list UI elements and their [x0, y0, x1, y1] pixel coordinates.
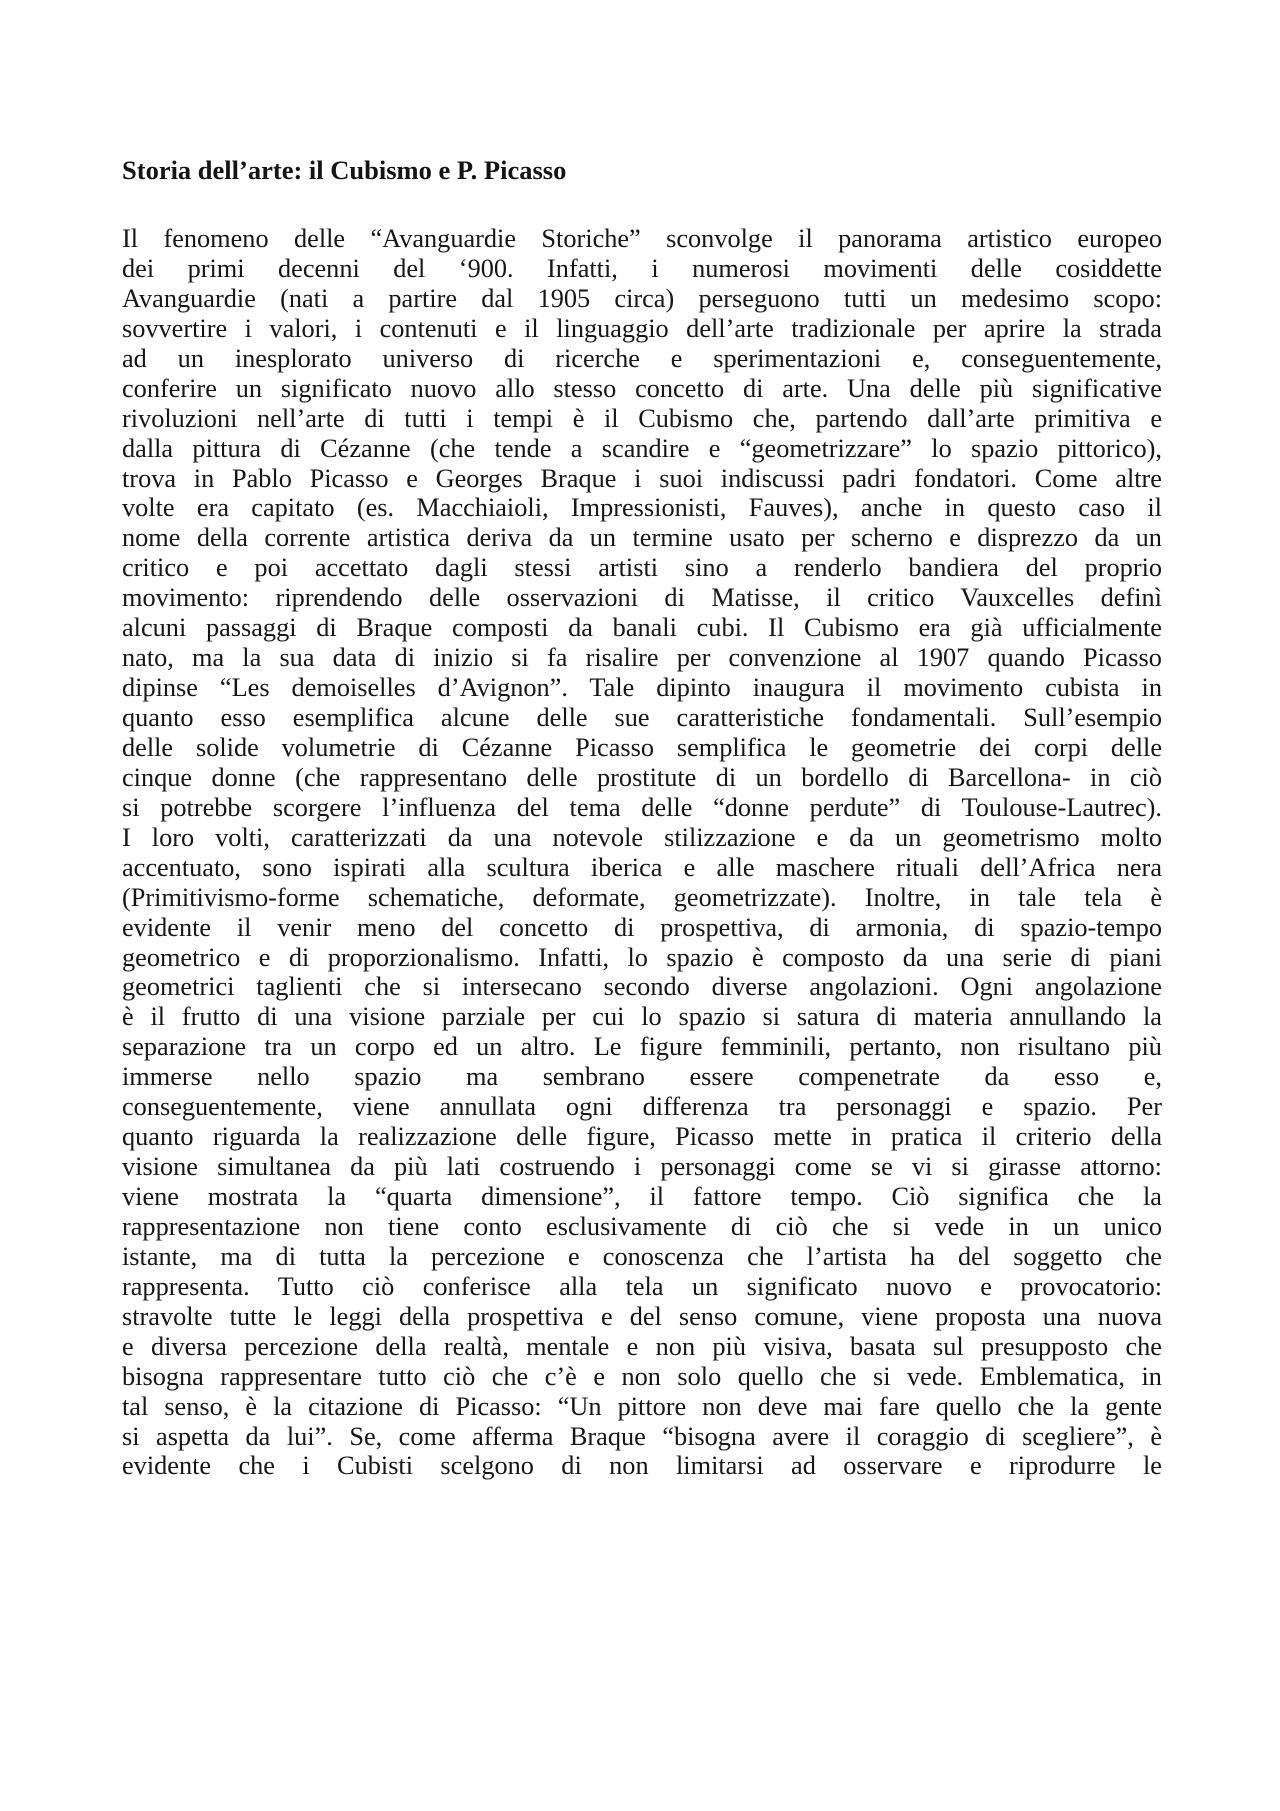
text-line: cinque donne (che rappresentano delle prostitute di un bordello di Barcellona- in ciò — [122, 762, 1162, 792]
text-line: dalla pittura di Cézanne (che tende a scandire e “geometrizzare” lo spazio pittorico), — [122, 433, 1162, 463]
text-line: conferire un significato nuovo allo stesso concetto di arte. Una delle più significative — [122, 373, 1162, 403]
text-line: nome della corrente artistica deriva da un termine usato per scherno e disprezzo da un — [122, 523, 1162, 553]
text-line: sovvertire i valori, i contenuti e il linguaggio dell’arte tradizionale per aprire la strada — [122, 313, 1162, 343]
text-line: viene mostrata la “quarta dimensione”, il fattore tempo. Ciò significa che la — [122, 1182, 1162, 1211]
text-line: conseguentemente, viene annullata ogni differenza tra personaggi e spazio. Per — [122, 1092, 1162, 1122]
text-line: quanto riguarda la realizzazione delle figure, Picasso mette in pratica il criterio della — [122, 1122, 1163, 1152]
text-line: bisogna rappresentare tutto ciò che c’è e non solo quello che si vede. Emblematica, in — [122, 1361, 1162, 1391]
text-line: rappresenta. Tutto ciò conferisce alla tela un significato nuovo e provocatorio: — [122, 1271, 1163, 1301]
text-line: rivoluzioni nell’arte di tutti i tempi è il Cubismo che, partendo dall’arte primitiva e — [122, 403, 1163, 433]
text-line: (Primitivismo-forme schematiche, deformate, geometrizzate). Inoltre, in tale tela è — [122, 882, 1162, 912]
document-title: Storia dell’arte: il Cubismo e P. Picasso — [122, 155, 567, 185]
text-line: stravolte tutte le leggi della prospettiva e del senso comune, viene proposta una nuova — [122, 1301, 1163, 1331]
text-line: I loro volti, caratterizzati da una notevole stilizzazione e da un geometrismo molto — [122, 822, 1163, 852]
text-line: dei primi decenni del ‘900. Infatti, i numerosi movimenti delle cosiddette — [122, 253, 1162, 283]
text-line: trova in Pablo Picasso e Georges Braque i suoi indiscussi padri fondatori. Come altre — [122, 463, 1162, 493]
text-line: è il frutto di una visione parziale per cui lo spazio si satura di materia annullando la — [122, 1002, 1162, 1032]
text-line: ad un inesplorato universo di ricerche e sperimentazioni e, conseguentemente, — [122, 343, 1162, 373]
text-line: alcuni passaggi di Braque composti da banali cubi. Il Cubismo era già ufficialmente — [122, 613, 1162, 643]
text-line: evidente che i Cubisti scelgono di non limitarsi ad osservare e riprodurre le — [122, 1451, 1162, 1481]
text-line: volte era capitato (es. Macchiaioli, Impressionisti, Fauves), anche in questo caso il — [122, 493, 1162, 523]
text-line: quanto esso esemplifica alcune delle sue caratteristiche fondamentali. Sull’esempio — [122, 703, 1163, 732]
text-line: critico e poi accettato dagli stessi artisti sino a renderlo bandiera del proprio — [122, 553, 1163, 583]
text-line: Avanguardie (nati a partire dal 1905 circa) perseguono tutti un medesimo scopo: — [122, 283, 1163, 313]
text-line: e diversa percezione della realtà, mentale e non più visiva, basata sul presupposto che — [122, 1331, 1162, 1361]
text-line: accentuato, sono ispirati alla scultura iberica e alle maschere rituali dell’Africa nera — [122, 852, 1162, 882]
text-line: evidente il venir meno del concetto di prospettiva, di armonia, di spazio-tempo — [122, 912, 1163, 942]
text-line: nato, ma la sua data di inizio si fa risalire per convenzione al 1907 quando Picasso — [122, 643, 1162, 673]
text-line: Il fenomeno delle “Avanguardie Storiche” sconvolge il panorama artistico europeo — [122, 224, 1163, 253]
text-line: geometrici taglienti che si intersecano secondo diverse angolazioni. Ogni angolazione — [122, 972, 1162, 1002]
text-line: immerse nello spazio ma sembrano essere compenetrate da esso e, — [122, 1062, 1162, 1092]
text-line: movimento: riprendendo delle osservazioni di Matisse, il critico Vauxcelles definì — [122, 583, 1162, 613]
body-paragraph — [122, 224, 1162, 1481]
text-line: visione simultanea da più lati costruendo i personaggi come se vi si girasse attorno: — [122, 1152, 1162, 1182]
text-line: geometrico e di proporzionalismo. Infatti, lo spazio è composto da una serie di piani — [122, 942, 1162, 972]
text-line: istante, ma di tutta la percezione e conoscenza che l’artista ha del soggetto che — [122, 1241, 1162, 1271]
text-line: rappresentazione non tiene conto esclusivamente di ciò che si vede in un unico — [122, 1211, 1162, 1241]
text-line: tal senso, è la citazione di Picasso: “Un pittore non deve mai fare quello che la gente — [122, 1391, 1163, 1421]
text-line: dipinse “Les demoiselles d’Avignon”. Tale dipinto inaugura il movimento cubista in — [122, 673, 1162, 703]
text-line: si aspetta da lui”. Se, come afferma Braque “bisogna avere il coraggio di scegliere”, è — [122, 1421, 1162, 1451]
text-line: separazione tra un corpo ed un altro. Le figure femminili, pertanto, non risultano più — [122, 1032, 1162, 1062]
text-line: si potrebbe scorgere l’influenza del tema delle “donne perdute” di Toulouse-Lautrec). — [122, 792, 1162, 822]
text-line: delle solide volumetrie di Cézanne Picasso semplifica le geometrie dei corpi delle — [122, 732, 1163, 762]
